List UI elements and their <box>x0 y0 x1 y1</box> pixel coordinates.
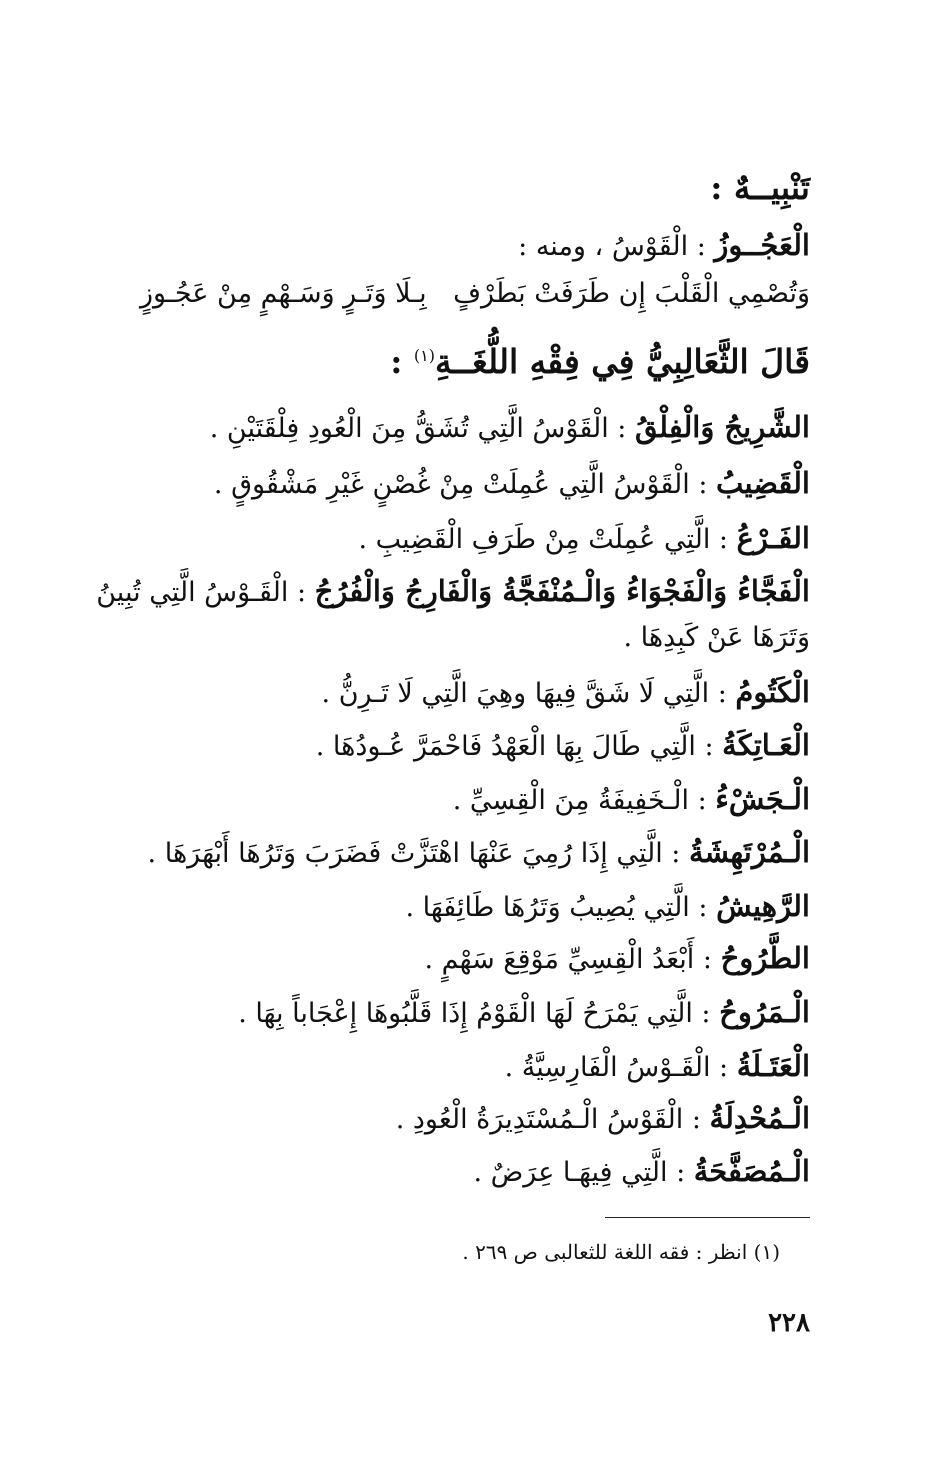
entry-line <box>453 782 810 817</box>
entry-definition: : الَّتِي إِذَا رُمِيَ عَنْهَا اهْتَزَّتْ فَضَرَبَ وَتَرُهَا أَبْهَرَهَا . <box>147 838 689 869</box>
entry-definition: : أَبْعَدُ الْقِسِيِّ مَوْقِعَ سَهْمٍ . <box>424 944 721 975</box>
verse-second-hemistich: بِـلَا وَتَـرٍ وَسَـهْمٍ مِنْ عَجُـوزٍ <box>140 278 427 309</box>
entry-term: الرَّهِيشُ <box>716 889 810 923</box>
entry-term: الْـمُرْتَهِشَةُ <box>688 835 810 869</box>
entry-definition: : الْقَوْسُ الَّتِي عُمِلَتْ مِنْ غُصْنٍ غَيْرِ مَشْقُوقٍ . <box>213 469 717 500</box>
entry-line <box>473 1154 810 1189</box>
entry-line <box>148 835 810 870</box>
entry-definition: : الَّتِي فِيهَـا عِرَضٌ . <box>473 1157 694 1188</box>
entry-definition: : الَّتِي يَمْرَحُ لَهَا الْقَوْمُ إِذَا قَلَّبُوهَا إِعْجَاباً بِهَا . <box>238 998 720 1029</box>
entry-term: الْفَجَّاءُ وَالْفَجْوَاءُ وَالْـمُنْفَجَّةُ وَالْفَارِجُ وَالْفُرُجُ <box>314 574 810 608</box>
entry-definition: : الْقَـوْسُ الْفَارِسِيَّةُ . <box>504 1052 737 1083</box>
entry-definition: : الْقَوْسُ الْـمُسْتَدِيرَةُ الْعُودِ . <box>395 1104 710 1135</box>
entry-continuation: وَتَرَهَا عَنْ كَبِدِهَا . <box>623 622 810 653</box>
footnote-text: (١) انظر : فقه اللغة للثعالبى ص ٢٦٩ . <box>462 1240 780 1264</box>
entry-term: الْكَتُومُ <box>735 675 810 709</box>
entry-line <box>424 941 810 976</box>
section-colon: : <box>390 342 414 381</box>
entry-line <box>322 675 810 710</box>
entry-definition: : الْقَوْسُ ، ومنه : <box>518 231 715 262</box>
entry-definition: : الْـخَفِيفَةُ مِنَ الْقِسِيِّ . <box>452 785 716 816</box>
entry-definition: : الَّتِي طَالَ بِهَا الْعَهْدُ فَاحْمَرَّ عُـودُهَا . <box>315 731 723 762</box>
entry-term: الْعَجُــوزُ <box>714 228 810 262</box>
entry-term: الْـمُحْدِلَةُ <box>709 1101 810 1135</box>
verse-first-hemistich: وَتُصْمِي الْقَلْبَ إِن طَرَفَتْ بَطَرْفٍ <box>453 278 810 309</box>
entry-line <box>238 995 810 1030</box>
section-heading <box>390 342 810 382</box>
entry-line <box>210 410 810 445</box>
entry-definition: : الَّتِي عُمِلَتْ مِنْ طَرَفِ الْقَضِيبِ . <box>358 524 737 555</box>
section-title: قَالَ الثَّعَالِبِيُّ فِي فِقْهِ اللُّغَــةِ <box>435 342 810 381</box>
entry-line <box>396 1101 810 1136</box>
footnote-ref: (١) <box>413 346 436 365</box>
entry-term: الطَّرُوحُ <box>720 941 810 975</box>
poetry-verse <box>140 278 810 318</box>
entry-term: الْقَضِيبُ <box>716 466 810 500</box>
entry-term: الْـجَشْءُ <box>715 782 810 816</box>
entry-definition: : الَّتِي لَا شَقَّ فِيهَا وهِيَ الَّتِي لَا تَـرِنُّ . <box>321 678 736 709</box>
entry-term: الْـمُصَفَّحَةُ <box>693 1154 810 1188</box>
entry-definition: : الْقَـوْسُ الَّتِي تُبِينُ <box>96 577 315 608</box>
entry-line <box>96 574 810 609</box>
entry-definition: : الَّتِي يُصِيبُ وَتَرُهَا طَائِفَهَا . <box>405 892 717 923</box>
entry-term: الْعَتَـلَةُ <box>736 1049 810 1083</box>
page-number: ٢٢٨ <box>768 1308 810 1338</box>
entry-term: الشَّرِيجُ وَالْفِلْقُ <box>634 410 810 444</box>
notice-heading: تَنْبِيــهٌ : <box>710 168 810 207</box>
entry-term: الْعَـاتِكَةُ <box>722 728 810 762</box>
entry-line <box>505 1049 810 1084</box>
entry-term: الْـمَرُوحُ <box>719 995 810 1029</box>
entry-ajuz <box>518 228 810 263</box>
entry-line <box>316 728 810 763</box>
entry-line <box>405 889 810 924</box>
entry-term: الفَـرْعُ <box>736 521 810 555</box>
footnote-divider <box>605 1217 810 1218</box>
entry-line <box>358 521 810 556</box>
entry-line <box>214 466 810 501</box>
entry-definition: : الْقَوْسُ الَّتِي تُشَقُّ مِنَ الْعُودِ فِلْقَتَيْنِ . <box>209 413 635 444</box>
